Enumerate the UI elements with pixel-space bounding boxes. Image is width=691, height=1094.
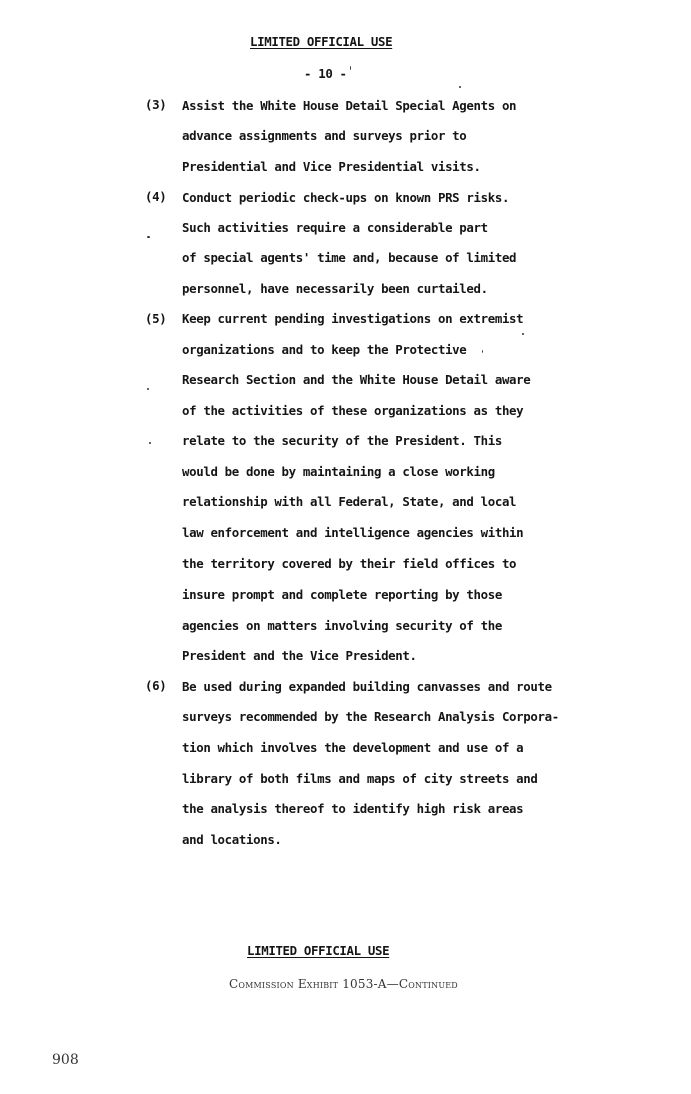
volume-page-number: 908 xyxy=(52,1052,79,1068)
item-line: law enforcement and intelligence agencies within xyxy=(182,525,524,540)
scan-speck xyxy=(522,333,524,335)
item-line: Such activities require a considerable part xyxy=(182,220,488,235)
item-number: (6) xyxy=(145,678,167,693)
item-number: (4) xyxy=(145,189,167,204)
item-line: relate to the security of the President. This xyxy=(182,433,502,448)
item-line: President and the Vice President. xyxy=(182,648,417,663)
item-line: Be used during expanded building canvasses and route xyxy=(182,679,552,694)
footer-classification-marking: LIMITED OFFICIAL USE xyxy=(247,943,390,958)
header-classification-marking: LIMITED OFFICIAL USE xyxy=(250,34,393,49)
item-line: Conduct periodic check-ups on known PRS risks. xyxy=(182,190,510,205)
page-number: - 10 - xyxy=(304,66,347,81)
item-line: Presidential and Vice Presidential visits. xyxy=(182,159,481,174)
item-line: surveys recommended by the Research Analysis Corpora- xyxy=(182,709,559,724)
item-line: agencies on matters involving security of the xyxy=(182,618,502,633)
item-line: the analysis thereof to identify high risk areas xyxy=(182,801,524,816)
scan-speck xyxy=(482,350,483,353)
exhibit-caption: Commission Exhibit 1053-A—Continued xyxy=(229,977,458,991)
scan-speck xyxy=(147,388,149,390)
item-line: tion which involves the development and use of a xyxy=(182,740,524,755)
scan-speck xyxy=(149,442,151,444)
item-line: relationship with all Federal, State, and local xyxy=(182,494,517,509)
scan-speck xyxy=(350,66,351,70)
scan-speck xyxy=(147,236,150,238)
item-line: would be done by maintaining a close working xyxy=(182,464,495,479)
item-line: Keep current pending investigations on extremist xyxy=(182,311,524,326)
item-line: of special agents' time and, because of limited xyxy=(182,250,517,265)
item-line: advance assignments and surveys prior to xyxy=(182,128,467,143)
item-line: Research Section and the White House Detail aware xyxy=(182,372,531,387)
item-line: the territory covered by their field offices to xyxy=(182,556,517,571)
item-line: Assist the White House Detail Special Agents on xyxy=(182,98,517,113)
item-line: insure prompt and complete reporting by those xyxy=(182,587,502,602)
item-line: organizations and to keep the Protective xyxy=(182,342,467,357)
item-line: personnel, have necessarily been curtailed. xyxy=(182,281,488,296)
item-line: and locations. xyxy=(182,832,282,847)
item-line: library of both films and maps of city streets and xyxy=(182,771,538,786)
item-number: (5) xyxy=(145,311,167,326)
item-line: of the activities of these organizations as they xyxy=(182,403,524,418)
item-number: (3) xyxy=(145,97,167,112)
scan-speck xyxy=(459,86,461,88)
